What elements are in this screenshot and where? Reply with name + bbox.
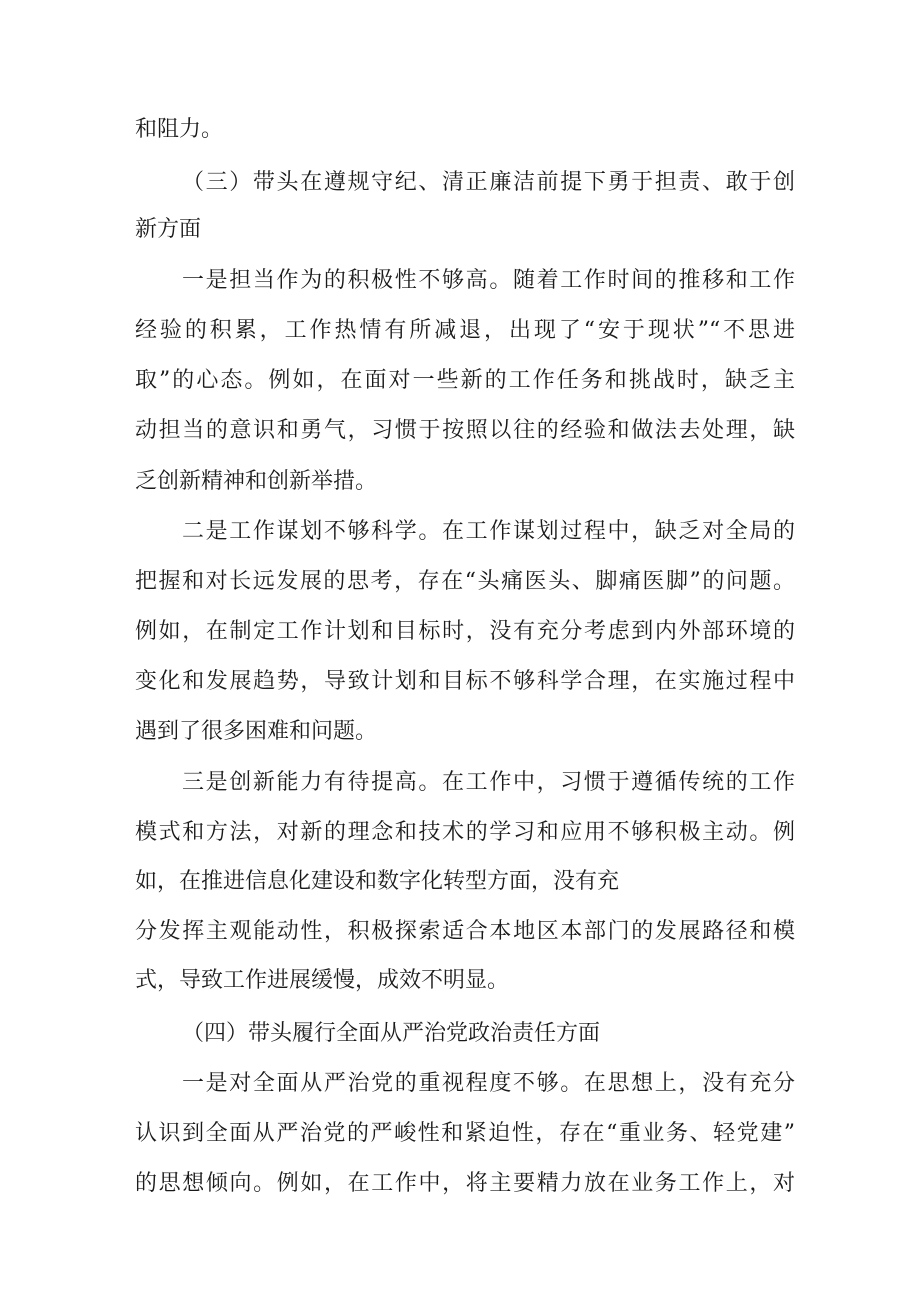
paragraph-line: 式，导致工作进展缓慢，成效不明显。 (135, 968, 510, 993)
paragraph-line: 乏创新精神和创新举措。 (135, 469, 378, 494)
paragraph-line: 一是对全面从严治党的重视程度不够。在思想上，没有充分 (182, 1071, 795, 1096)
paragraph-line: 如，在推进信息化建设和数字化转型方面，没有充 (135, 869, 620, 894)
paragraph-line: 变化和发展趋势，导致计划和目标不够科学合理，在实施过程中 (135, 669, 795, 694)
paragraph-line: 模式和方法，对新的理念和技术的学习和应用不够积极主动。例 (135, 820, 795, 845)
paragraph-line: 认识到全面从严治党的严峻性和紧迫性，存在“重业务、轻党建” (135, 1121, 795, 1146)
paragraph-line: 遇到了很多困难和问题。 (135, 719, 378, 744)
paragraph-line: 动担当的意识和勇气，习惯于按照以往的经验和做法去处理，缺 (135, 418, 795, 443)
paragraph-line: 的思想倾向。例如，在工作中，将主要精力放在业务工作上，对 (135, 1171, 795, 1196)
section-heading-4: （四）带头履行全面从严治党政治责任方面 (182, 1021, 601, 1046)
section-heading-3-continued: 新方面 (135, 217, 202, 242)
section-heading-3: （三）带头在遵规守纪、清正廉洁前提下勇于担责、敢于创 (182, 170, 795, 195)
paragraph-line: 把握和对长远发展的思考，存在“头痛医头、脚痛医脚”的问题。 (135, 569, 795, 594)
paragraph-line: 一是担当作为的积极性不够高。随着工作时间的推移和工作 (182, 268, 795, 293)
paragraph-line: 经验的积累，工作热情有所减退，出现了“安于现状”“不思进 (135, 318, 795, 343)
paragraph-line: 例如，在制定工作计划和目标时，没有充分考虑到内外部环境的 (135, 619, 795, 644)
paragraph-line: 三是创新能力有待提高。在工作中，习惯于遵循传统的工作 (182, 770, 795, 795)
paragraph-line: 二是工作谋划不够科学。在工作谋划过程中，缺乏对全局的 (182, 519, 795, 544)
paragraph-line: 取”的心态。例如，在面对一些新的工作任务和挑战时，缺乏主 (135, 368, 795, 393)
paragraph-line: 分发挥主观能动性，积极探索适合本地区本部门的发展路径和模 (135, 919, 795, 944)
paragraph-line: 和阻力。 (135, 117, 224, 142)
